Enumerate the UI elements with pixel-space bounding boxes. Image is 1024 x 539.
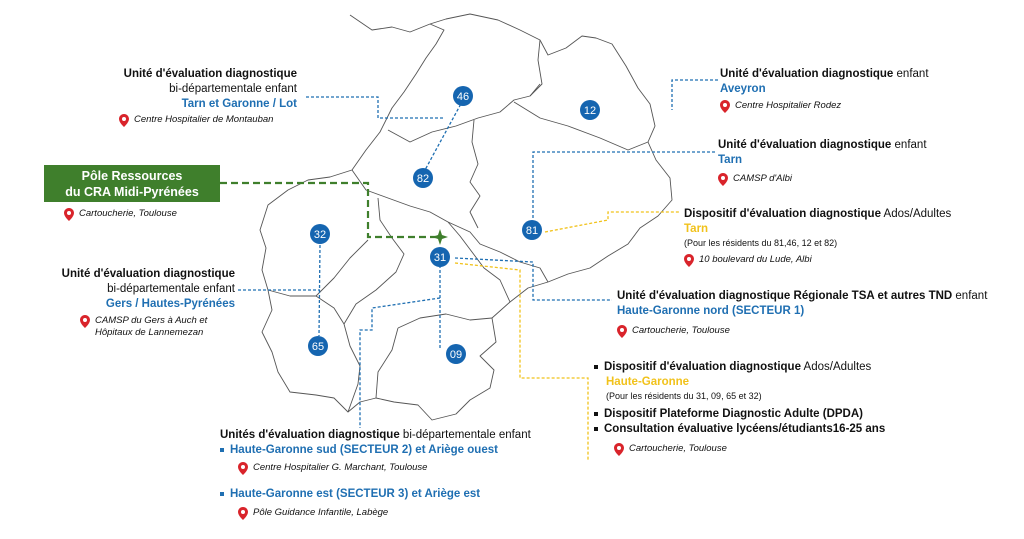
svg-text:81: 81 (525, 225, 539, 237)
unit-tarn-lot (95, 67, 297, 112)
unit-aveyron: Unité d'évaluation diagnostique enfant Aveyron Centre Hospitalier Rodez (720, 68, 929, 111)
pole-ressources-box (44, 165, 220, 202)
svg-text:65: 65 (311, 341, 325, 353)
unit-area: Tarn et Garonne / Lot (181, 98, 297, 110)
pole-line1: Pôle Ressources (81, 168, 183, 183)
dept-badge-12 (580, 100, 600, 120)
svg-text:32: 32 (313, 229, 327, 241)
line-tarn-adult (545, 212, 680, 232)
svg-text:46: 46 (456, 91, 470, 103)
map-pin-icon (614, 443, 624, 456)
border-82-32 (352, 170, 448, 222)
line-46-82 (425, 100, 463, 170)
border-82-81 (470, 120, 480, 228)
map-pin-icon (238, 507, 248, 520)
border-32-65 (268, 240, 368, 296)
pole-location: Cartoucherie, Toulouse (64, 208, 177, 221)
border-65-31 (316, 296, 344, 324)
svg-text:09: 09 (449, 349, 463, 361)
unit-hg-sud: Unités d'évaluation diagnostique bi-départementale enfant Haute-Garonne sud (SECTEUR 2) et Ariège ouest Centre Hospitalier G. Marchant, Toulouse Haute-Garonne est (SECTEUR 3) et Ariège est Pôle Guidance Infantile, Labège (220, 429, 531, 518)
border-09 (376, 328, 398, 398)
map-pin-icon (684, 254, 694, 267)
dept-badge-65 (308, 336, 328, 356)
tarn-lot-location: Centre Hospitalier de Montauban (119, 114, 273, 127)
map-pin-icon (119, 114, 129, 127)
dept-badge-09 (446, 344, 466, 364)
line-tarn-lot (306, 97, 445, 118)
dept-badge-32 (310, 224, 330, 244)
svg-text:12: 12 (583, 105, 597, 117)
unit-hg-adult: Dispositif d'évaluation diagnostique Ados/Adultes Haute-Garonne (Pour les résidents du 31, 09, 65 et 32) Dispositif Plateforme Diagnostic Adulte (DPDA) Consultation évaluative lycéens/étudiants16-25 ans Cartoucherie, Toulouse (594, 360, 885, 456)
dept-badge-81 (522, 220, 542, 240)
line-hg-sud (360, 298, 440, 428)
svg-text:31: 31 (433, 252, 447, 264)
line-aveyron (672, 80, 718, 110)
unit-tarn: Unité d'évaluation diagnostique enfant Tarn CAMSP d'Albi (718, 139, 927, 184)
unit-subtitle: bi-départementale enfant (169, 83, 297, 95)
map-pin-icon (80, 315, 90, 328)
border-31-09 (398, 314, 492, 328)
unit-gers: Unité d'évaluation diagnostique bi-départementale enfant Gers / Hautes-Pyrénées (61, 268, 235, 310)
dept-badge-31 (430, 247, 450, 267)
unit-tarn-adult: Dispositif d'évaluation diagnostique Ados/Adultes Tarn (Pour les résidents du 81,46, 12 et 82) 10 boulevard du Lude, Albi (684, 208, 952, 265)
pole-line2: du CRA Midi-Pyrénées (65, 184, 199, 199)
line-hg-nord (455, 258, 612, 300)
map-pin-icon (718, 173, 728, 186)
border-31-81b (448, 222, 510, 302)
svg-text:82: 82 (416, 173, 430, 185)
unit-hg-nord: Unité d'évaluation diagnostique Régionale TSA et autres TND enfant Haute-Garonne nord (SECTEUR 1) Cartoucherie, Toulouse (617, 290, 988, 336)
gers-location: CAMSP du Gers à Auch et Hôpitaux de Lannemezan (80, 315, 207, 339)
map-pin-icon (64, 208, 74, 221)
unit-title: Unité d'évaluation diagnostique (123, 68, 297, 80)
map-pin-icon (238, 462, 248, 475)
dept-badge-46 (453, 86, 473, 106)
dept-badge-82 (413, 168, 433, 188)
cra-star-icon (432, 229, 448, 245)
border-46-12 (530, 40, 542, 96)
map-pin-icon (617, 325, 627, 338)
map-pin-icon (720, 100, 730, 113)
